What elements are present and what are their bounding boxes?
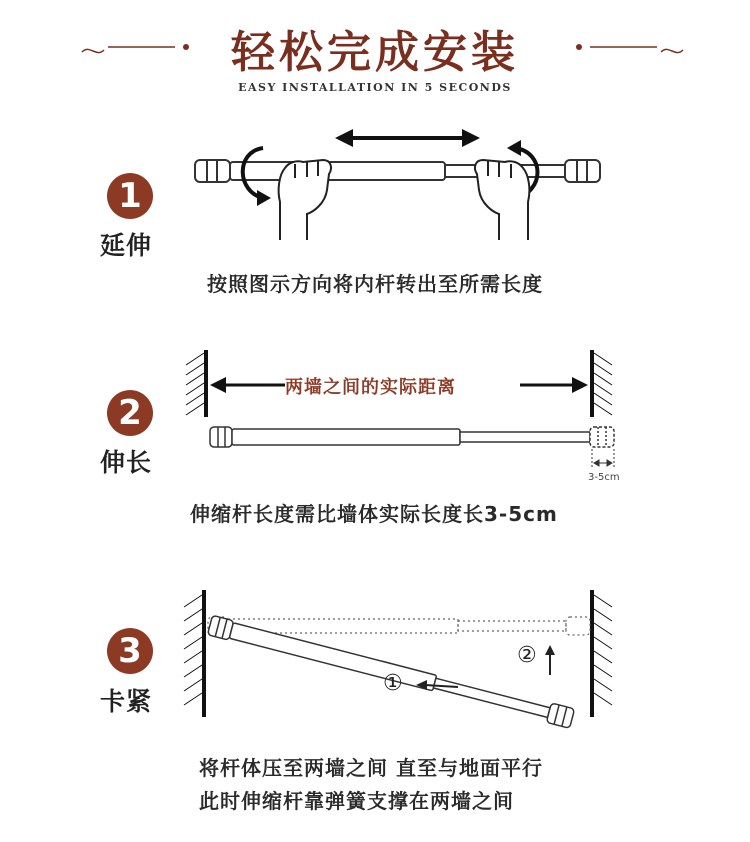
step-1-extend-diagram <box>185 120 615 245</box>
tension-rod-icon <box>210 427 614 447</box>
double-arrow-icon <box>335 129 480 147</box>
lift-up-arrow-icon <box>545 645 555 675</box>
right-ornament-icon <box>570 30 685 60</box>
step-2-measure-diagram <box>180 345 640 490</box>
left-wall-icon <box>184 590 204 717</box>
left-hand-icon <box>279 160 331 240</box>
step-3-tighten-diagram <box>180 585 630 725</box>
step-2-label: 伸长 <box>100 448 153 477</box>
left-ornament-icon <box>80 30 195 60</box>
step-3-caption-line-1: 将杆体压至两墙之间 直至与地面平行 <box>199 756 543 780</box>
wall-distance-banner: 两墙之间的实际距离 <box>285 377 456 398</box>
page-title: 轻松完成安装 <box>231 27 519 78</box>
step-3-number-badge: 3 <box>107 628 153 674</box>
left-wall-icon <box>186 350 206 417</box>
page-subtitle: EASY INSTALLATION IN 5 SECONDS <box>238 81 512 94</box>
right-wall-icon <box>592 590 612 717</box>
step-1-number-badge: 1 <box>107 173 153 219</box>
step-1-caption: 按照图示方向将内杆转出至所需长度 <box>207 272 543 296</box>
step-3-caption-line-2: 此时伸缩杆靠弹簧支撑在两墙之间 <box>199 789 514 813</box>
step-1-label: 延伸 <box>100 231 153 260</box>
step-marker-2: ② <box>517 643 537 668</box>
dimension-marker-icon <box>592 449 614 467</box>
step-3-label: 卡紧 <box>100 687 153 716</box>
step-2-caption: 伸缩杆长度需比墙体实际长度长3-5cm <box>190 502 558 526</box>
step-marker-1: ① <box>383 671 403 696</box>
right-wall-icon <box>592 350 612 417</box>
dimension-label: 3-5cm <box>588 472 620 483</box>
step-2-number-badge: 2 <box>107 390 153 436</box>
right-hand-icon <box>475 160 529 240</box>
